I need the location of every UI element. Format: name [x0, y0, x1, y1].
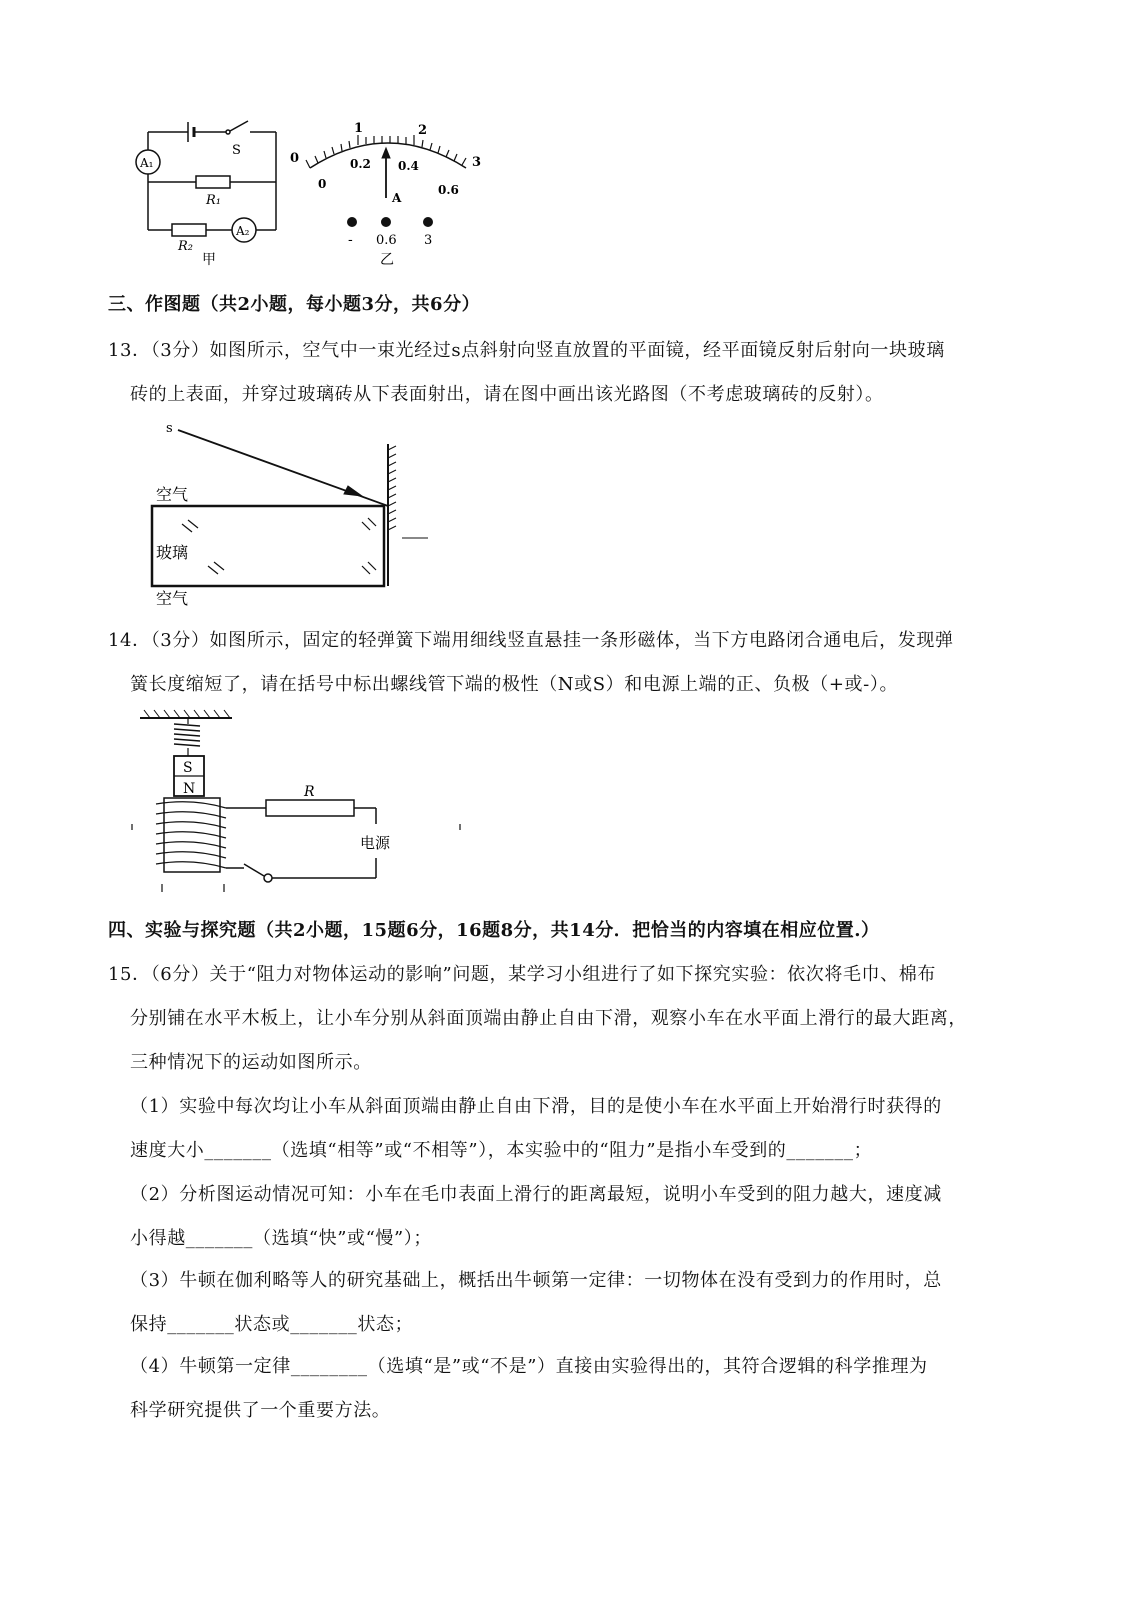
ammeter-a1-label: A₁ [140, 156, 154, 170]
q15-part4-line-1: （4）牛顿第一定律________（选填“是”或“不是”）直接由实验得出的，其符合逻辑的科学推理为 [130, 1356, 928, 1377]
q15-line-1: 15．（6分）关于“阻力对物体运动的影响”问题，某学习小组进行了如下探究实验：依次将毛巾、棉布 [108, 964, 936, 985]
q15-part4-line-2: 科学研究提供了一个重要方法。 [130, 1400, 391, 1421]
magnet-n-pole: N [183, 781, 196, 797]
dial-upper-2: 2 [418, 123, 428, 138]
resistor-r-label: R [304, 784, 315, 800]
dial-upper-3: 3 [472, 155, 482, 170]
figure-13-light-path [148, 420, 438, 610]
dial-unit: A [392, 191, 402, 205]
q15-part2-line-2: 小得越_______（选填“快”或“慢”）； [130, 1228, 433, 1249]
power-source-label: 电源 [360, 834, 391, 852]
q15-part1-line-2: 速度大小_______（选填“相等”或“不相等”），本实验中的“阻力”是指小车受到的_______； [130, 1140, 873, 1161]
q15-part3-line-2: 保持_______状态或_______状态； [130, 1314, 414, 1335]
q13-line-1: 13．（3分）如图所示，空气中一束光经过s点斜射向竖直放置的平面镜，经平面镜反射后射向一块玻璃 [108, 340, 945, 361]
section-4-heading: 四、实验与探究题（共2小题，15题6分，16题8分，共14分．把恰当的内容填在相应位置.） [108, 920, 880, 941]
air-label-top: 空气 [156, 485, 189, 504]
q15-part3-line-1: （3）牛顿在伽利略等人的研究基础上，概括出牛顿第一定律：一切物体在没有受到力的作用时，总 [130, 1270, 942, 1291]
figure-yi-label: 乙 [380, 252, 394, 268]
dial-upper-0: 0 [290, 151, 300, 166]
terminal-negative: - [348, 232, 353, 248]
dial-lower-3: 0.6 [438, 183, 459, 197]
air-label-bottom: 空气 [156, 589, 189, 608]
q15-part2-line-1: （2）分析图运动情况可知：小车在毛巾表面上滑行的距离最短，说明小车受到的阻力越大，速度减 [130, 1184, 942, 1205]
q15-line-2: 分别铺在水平木板上，让小车分别从斜面顶端由静止自由下滑，观察小车在水平面上滑行的最大距离， [130, 1008, 967, 1029]
figure-jia-label: 甲 [202, 252, 216, 268]
q15-line-3: 三种情况下的运动如图所示。 [130, 1052, 372, 1073]
dial-lower-1: 0.2 [350, 157, 371, 171]
switch-label: S [232, 143, 241, 158]
glass-label: 玻璃 [156, 543, 189, 562]
q15-part1-line-1: （1）实验中每次均让小车从斜面顶端由静止自由下滑，目的是使小车在水平面上开始滑行时获得的 [130, 1096, 942, 1117]
figure-12-circuit [128, 118, 288, 268]
figure-12-ammeter-dial [288, 118, 488, 268]
dial-upper-1: 1 [354, 121, 364, 136]
q14-line-2: 簧长度缩短了，请在括号中标出螺线管下端的极性（N或S）和电源上端的正、负极（+或-）。 [130, 674, 899, 695]
dial-lower-0: 0 [318, 177, 327, 191]
ammeter-a2-label: A₂ [236, 224, 250, 238]
magnet-s-pole: S [183, 760, 193, 776]
r2-label: R₂ [178, 239, 193, 254]
terminal-3: 3 [424, 233, 433, 248]
figure-14-solenoid [126, 708, 476, 904]
terminal-0-6: 0.6 [376, 233, 397, 248]
section-3-heading: 三、作图题（共2小题，每小题3分，共6分） [108, 294, 481, 315]
q14-line-1: 14．（3分）如图所示，固定的轻弹簧下端用细线竖直悬挂一条形磁体，当下方电路闭合通电后，发现弹 [108, 630, 954, 651]
dial-lower-2: 0.4 [398, 159, 419, 173]
r1-label: R₁ [206, 193, 221, 208]
q13-line-2: 砖的上表面，并穿过玻璃砖从下表面射出，请在图中画出该光路图（不考虑玻璃砖的反射）。 [130, 384, 884, 405]
point-s-label: s [166, 421, 173, 436]
